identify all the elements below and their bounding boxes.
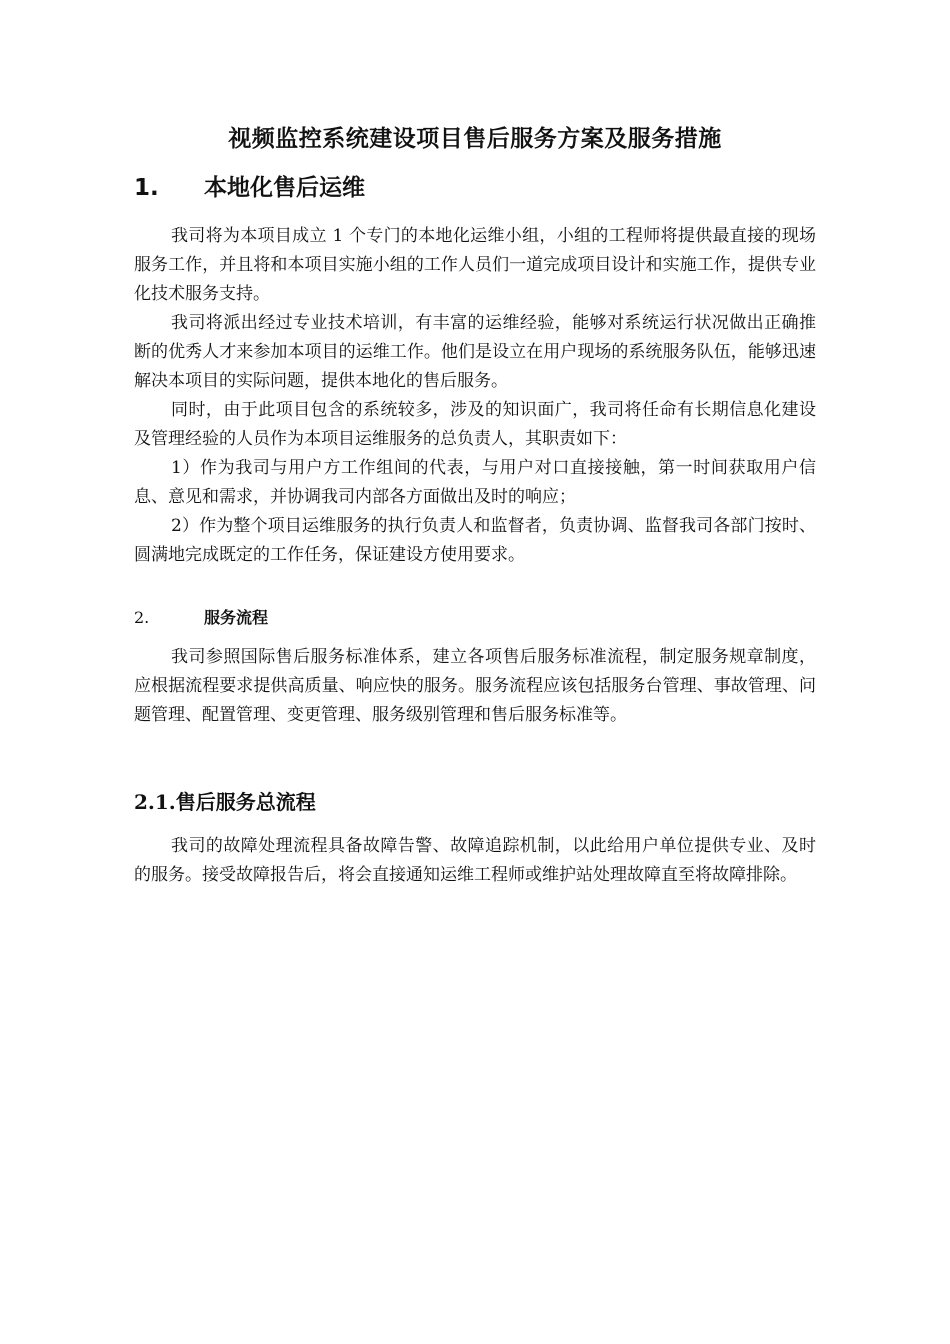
section-1-number: 1. — [134, 175, 159, 201]
section-1-paragraph-3: 同时，由于此项目包含的系统较多，涉及的知识面广，我司将任命有长期信息化建设及管理经验的人员作为本项目运维服务的总负责人，其职责如下： — [134, 400, 816, 449]
section-2-heading — [134, 606, 268, 630]
section-2-1-paragraph: 我司的故障处理流程具备故障告警、故障追踪机制，以此给用户单位提供专业、及时的服务。接受故障报告后，将会直接通知运维工程师或维护站处理故障直至将故障排除。 — [134, 836, 816, 885]
section-1-paragraph-1: 我司将为本项目成立 1 个专门的本地化运维小组，小组的工程师将提供最直接的现场服务工作，并且将和本项目实施小组的工作人员们一道完成项目设计和实施工作，提供专业化技术服务支持。 — [134, 226, 816, 304]
section-1-heading — [134, 171, 365, 205]
section-1-title: 本地化售后运维 — [204, 175, 365, 201]
section-2-paragraph: 我司参照国际售后服务标准体系，建立各项售后服务标准流程，制定服务规章制度，应根据流程要求提供高质量、响应快的服务。服务流程应该包括服务台管理、事故管理、问题管理、配置管理、变更管理、服务级别管理和售后服务标准等。 — [134, 647, 816, 725]
responsibility-item-2: 2）作为整个项目运维服务的执行负责人和监督者，负责协调、监督我司各部门按时、圆满地完成既定的工作任务，保证建设方使用要求。 — [134, 516, 816, 565]
section-2-1-heading — [134, 786, 316, 818]
document-title: 视频监控系统建设项目售后服务方案及服务措施 — [228, 126, 722, 152]
section-2-title: 服务流程 — [204, 608, 269, 627]
responsibility-item-1: 1）作为我司与用户方工作组间的代表，与用户对口直接接触，第一时间获取用户信息、意见和需求，并协调我司内部各方面做出及时的响应； — [134, 458, 816, 507]
section-2-number: 2. — [134, 608, 150, 627]
section-1-paragraph-2: 我司将派出经过专业技术培训，有丰富的运维经验，能够对系统运行状况做出正确推断的优秀人才来参加本项目的运维工作。他们是设立在用户现场的系统服务队伍，能够迅速解决本项目的实际问题，提供本地化的售后服务。 — [134, 313, 816, 391]
section-2-1-title: 售后服务总流程 — [175, 790, 316, 814]
section-2-1-number: 2.1. — [134, 790, 176, 814]
